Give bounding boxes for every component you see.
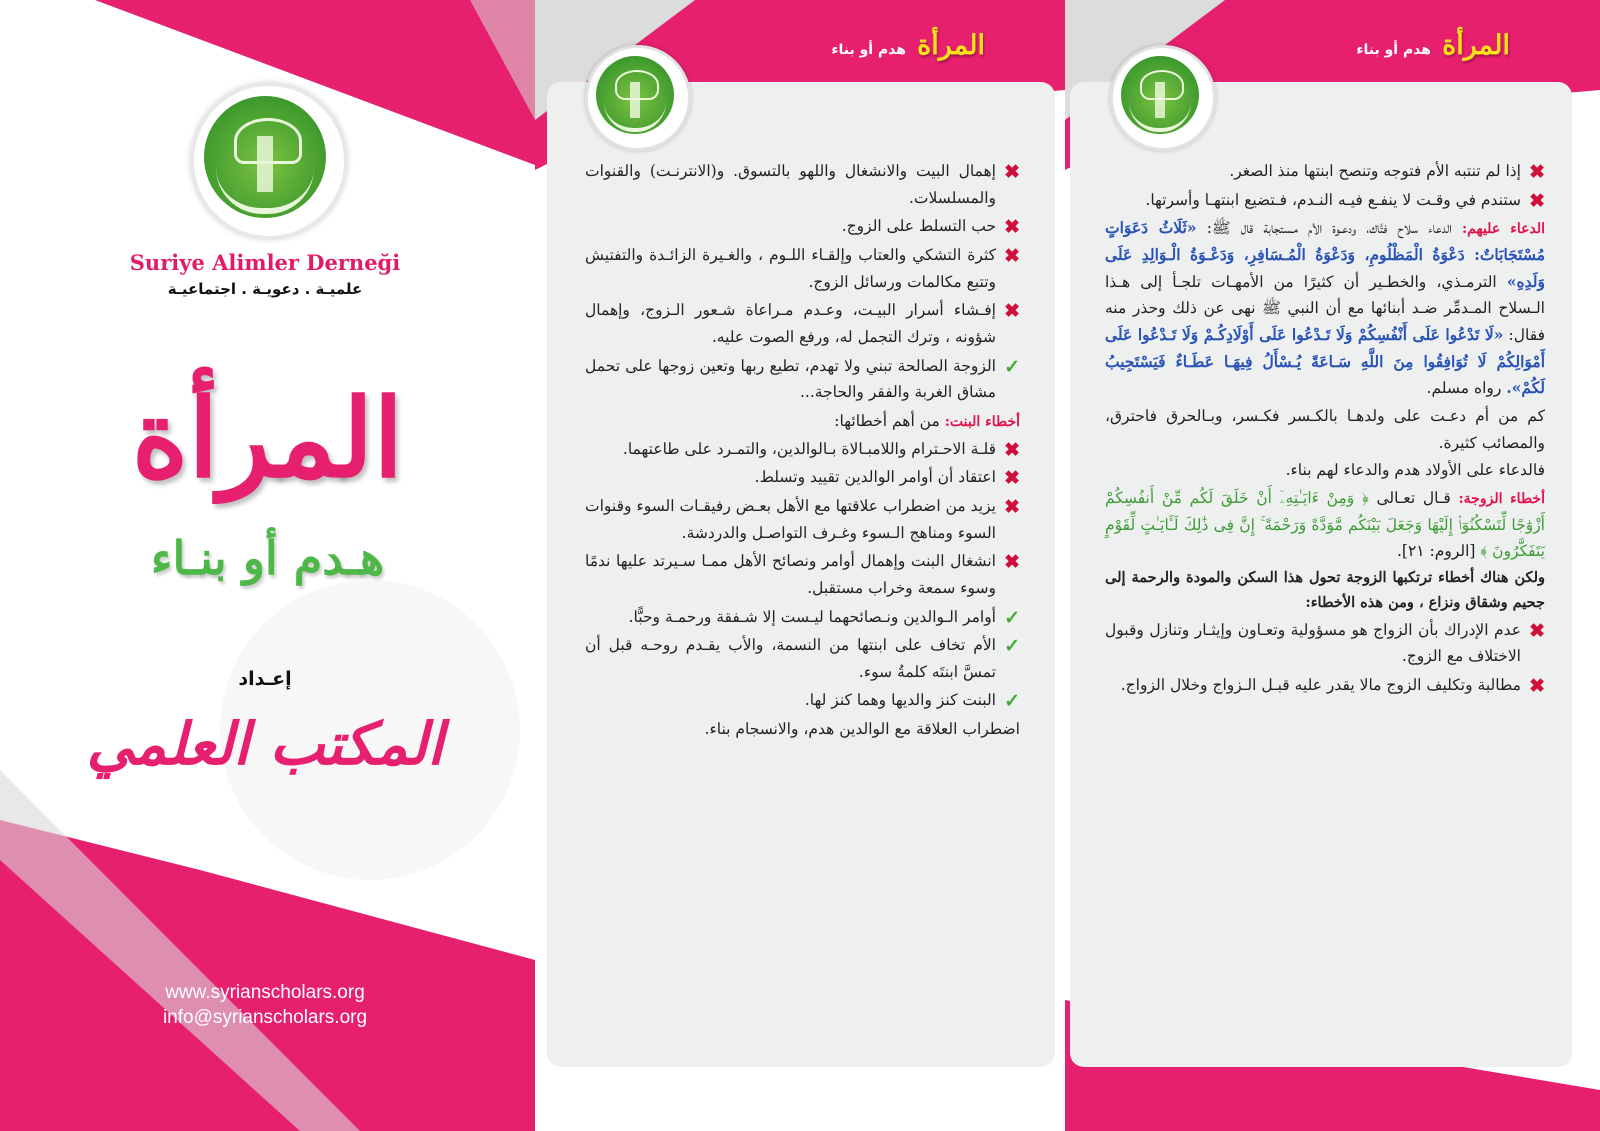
cover-subtitle: هـدم أو بنـاء <box>150 531 385 585</box>
right-panel <box>1065 0 1600 1131</box>
list-item: ✖ عدم الإدراك بأن الزواج هو مسؤولية وتعـاون وإيثـار وتنازل وقبول الاختلاف مع الزوج. <box>1105 617 1545 670</box>
check-mark-icon: ✓ <box>1004 355 1020 378</box>
hadith-text: «ثَلَاثُ دَعَوَاتٍ مُسْتَجَابَاتٌ: دَعْوَةُ الْمَظْلُومِ، وَدَعْوَةُ الْمُـسَافِرِ، وَدَعْـوَةُ الْـوَالِدِ عَلَى وَلَدِهِ» <box>1105 218 1545 291</box>
list-item: ✓ الزوجة الصالحة تبني ولا تهدم، تطيع ربها وتعين زوجها على تحمل مشاق الغربة والفقر والحاجة... <box>585 353 1020 406</box>
list-item: ✖ يزيد من اضطراب علاقتها مع الأهل بعـض رفيقـات السوء وقنوات السوء ومناهج الـسوء وغـرف التواصـل والدردشة. <box>585 493 1020 546</box>
section-dua: الدعاء عليهم: الدعاء سلاح فتَّاك، ودعـوة الأم مـستجابة قال ﷺ: «ثَلَاثُ دَعَوَاتٍ مُسْتَجَابَاتٌ: دَعْوَةُ الْمَظْلُومِ، وَدَعْوَةُ الْمُـسَافِرِ، وَدَعْـوَةُ الْـوَالِدِ عَلَى وَلَدِهِ» الترمـذي، والخطـير أن كثيرًا من الأمهـات تلجـأ إلى هـذا الـسلاح المـدمِّر ضـد أبنائها مع أن النبي ﷺ نهى عن ذلك وحذر منه فقال: «لَا تَدْعُوا عَلَى أَنْفُسِكُمْ وَلَا تَـدْعُوا عَلَى أَوْلَادِكُـمْ وَلَا تَـدْعُوا عَلَى أَمْوَالِكُمْ لَا تُوَافِقُوا مِنَ اللَّهِ سَـاعَةً يُـسْأَلُ فِيهَـا عَطَـاءٌ فَيَسْتَجِيبُ لَكُمْ». رواه مسلم. <box>1105 218 1545 398</box>
syrian-scholars-league-logo-icon <box>204 96 326 218</box>
check-mark-icon: ✓ <box>1004 690 1020 713</box>
panel-header <box>831 30 985 61</box>
list-item: ✓ الأم تخاف على ابنتها من النسمة، والأب يقـدم روحـه قبل أن تمسَّ ابنتَه كلمةُ سوء. <box>585 632 1020 685</box>
section-label: أخطاء البنت: <box>944 413 1020 430</box>
list-item: ✖ كثرة التشكي والعتاب وإلقـاء اللـوم ، والغـيرة الزائـدة والتفتيش وتتبع مكالمات ورسائل الزوج. <box>585 242 1020 295</box>
organization-tagline: علميـة . دعويـة . اجتماعيـة <box>167 280 363 298</box>
x-mark-icon: ✖ <box>1004 244 1020 267</box>
check-mark-icon: ✓ <box>1004 635 1020 658</box>
check-mark-icon: ✓ <box>1004 606 1020 629</box>
x-mark-icon: ✖ <box>1004 216 1020 239</box>
middle-content <box>585 158 1020 744</box>
header-subtitle: هدم أو بناء <box>1356 42 1432 58</box>
list-item: ✖ إذا لم تنتبه الأم فتوجه وتنصح ابنتها منذ الصغر. <box>1105 158 1545 185</box>
header-title: المرأة <box>917 30 985 61</box>
panel-header <box>1356 30 1510 61</box>
x-mark-icon: ✖ <box>1529 675 1545 698</box>
list-item: ✖ حب التسلط على الزوج. <box>585 213 1020 240</box>
x-mark-icon: ✖ <box>1529 619 1545 642</box>
section-label: أخطاء الزوجة: <box>1458 490 1545 507</box>
list-item: ✖ إهمال البيت والانشغال واللهو بالتسوق. و(الانترنـت) والقنوات والمسلسلات. <box>585 158 1020 211</box>
email-link[interactable]: info@syrianscholars.org <box>162 1007 368 1028</box>
paragraph: فالدعاء على الأولاد هدم والدعاء لهم بناء. <box>1285 461 1545 480</box>
list-item: ✖ اعتقاد أن أوامر الوالدين تقييد وتسلط. <box>585 464 1020 491</box>
right-content <box>1105 158 1545 701</box>
hadith-text: «لَا تَدْعُوا عَلَى أَنْفُسِكُمْ وَلَا تَـدْعُوا عَلَى أَوْلَادِكُـمْ وَلَا تَـدْعُوا عَلَى أَمْوَالِكُمْ لَا تُوَافِقُوا مِنَ اللَّهِ سَـاعَةً يُـسْأَلُ فِيهَـا عَطَـاءٌ فَيَسْتَجِيبُ لَكُمْ». <box>1105 324 1545 398</box>
list-item: ✖ قلـة الاحـترام واللامبـالاة بـالوالدين، والتمـرد على طاعتهما. <box>585 436 1020 463</box>
website-link[interactable]: www.syrianscholars.org <box>165 982 365 1003</box>
note-text: ولكن هناك أخطاء ترتكبها الزوجة تحول هذا السكن والمودة والرحمة إلى جحيم وشقاق ونزاع ، ومن هذه الأخطاء: <box>1105 568 1545 611</box>
list-item: ✖ مطالبة وتكليف الزوج مالا يقدر عليه قبـل الـزواج وخلال الزواج. <box>1105 672 1545 699</box>
x-mark-icon: ✖ <box>1004 551 1020 574</box>
header-title: المرأة <box>1442 30 1510 61</box>
organization-logo-small <box>585 45 691 151</box>
x-mark-icon: ✖ <box>1004 495 1020 518</box>
list-item: ✓ البنت كنز والديها وهما كنز لها. <box>585 687 1020 714</box>
list-item: ✖ إفـشاء أسرار البيـت، وعـدم مـراعاة شـعور الـزوج، وإهمال شؤونه ، وترك التجمل له، ورفع الصوت عليه. <box>585 297 1020 350</box>
syrian-scholars-league-logo-icon <box>596 56 674 134</box>
header-subtitle: هدم أو بناء <box>831 42 907 58</box>
cover-panel <box>0 0 535 1131</box>
list-item: ✖ ستندم في وقـت لا ينفـع فيـه النـدم، فـتضيع ابنتهـا وأسرتها. <box>1105 187 1545 214</box>
x-mark-icon: ✖ <box>1529 189 1545 212</box>
syrian-scholars-league-logo-icon <box>1121 56 1199 134</box>
section-label: الدعاء عليهم: <box>1462 221 1545 238</box>
organization-name-latin: Suriye Alimler Derneği <box>129 250 401 275</box>
quran-verse: ﴿ وَمِنْ ءَايَـٰتِهِۦٓ أَنْ خَلَقَ لَكُم مِّنْ أَنفُسِكُمْ أَزْوَٰجًا لِّتَسْكُنُوٓا۟ إِلَيْهَا وَجَعَلَ بَيْنَكُم مَّوَدَّةً وَرَحْمَةً ۚ إِنَّ فِى ذَٰلِكَ لَـَٔايَـٰتٍ لِّقَوْمٍ يَتَفَكَّرُونَ ﴾ <box>1105 488 1545 561</box>
organization-logo-small <box>1110 45 1216 151</box>
x-mark-icon: ✖ <box>1004 161 1020 183</box>
list-item: ✓ أوامر الـوالدين ونـصائحهما ليـست إلا شـفقة ورحمـة وحبًّا. <box>585 604 1020 631</box>
section-daughter: أخطاء البنت: من أهم أخطائها: <box>834 411 1020 430</box>
list-item: ✖ انشغال البنت وإهمال أوامر ونصائح الأهل ممـا سـيرتد عليها ندمًا وسوء سمعة وخراب مستقبل. <box>585 548 1020 601</box>
paragraph: كم من أم دعـت على ولدهـا بالكـسر فكـسر، وبـالحرق فاحترق، والمصائب كثيرة. <box>1105 406 1545 452</box>
cover-title: المرأة <box>131 376 404 502</box>
closing-text: اضطراب العلاقة مع الوالدين هدم، والانسجام بناء. <box>704 720 1020 739</box>
x-mark-icon: ✖ <box>1004 300 1020 323</box>
x-mark-icon: ✖ <box>1004 467 1020 490</box>
x-mark-icon: ✖ <box>1529 161 1545 183</box>
section-wife: أخطاء الزوجة: قـال تعـالى ﴿ وَمِنْ ءَايَـٰتِهِۦٓ أَنْ خَلَقَ لَكُم مِّنْ أَنفُسِكُمْ أَزْوَٰجًا لِّتَسْكُنُوٓا۟ إِلَيْهَا وَجَعَلَ بَيْنَكُم مَّوَدَّةً وَرَحْمَةً ۚ إِنَّ فِى ذَٰلِكَ لَـَٔايَـٰتٍ لِّقَوْمٍ يَتَفَكَّرُونَ ﴾ [الروم: ٢١]. <box>1105 488 1545 561</box>
prepared-by-label: إعـداد <box>238 668 292 690</box>
middle-panel <box>535 0 1065 1131</box>
prepared-by-office: المكتب العلمي <box>86 710 444 778</box>
x-mark-icon: ✖ <box>1004 438 1020 461</box>
organization-logo <box>190 82 348 240</box>
